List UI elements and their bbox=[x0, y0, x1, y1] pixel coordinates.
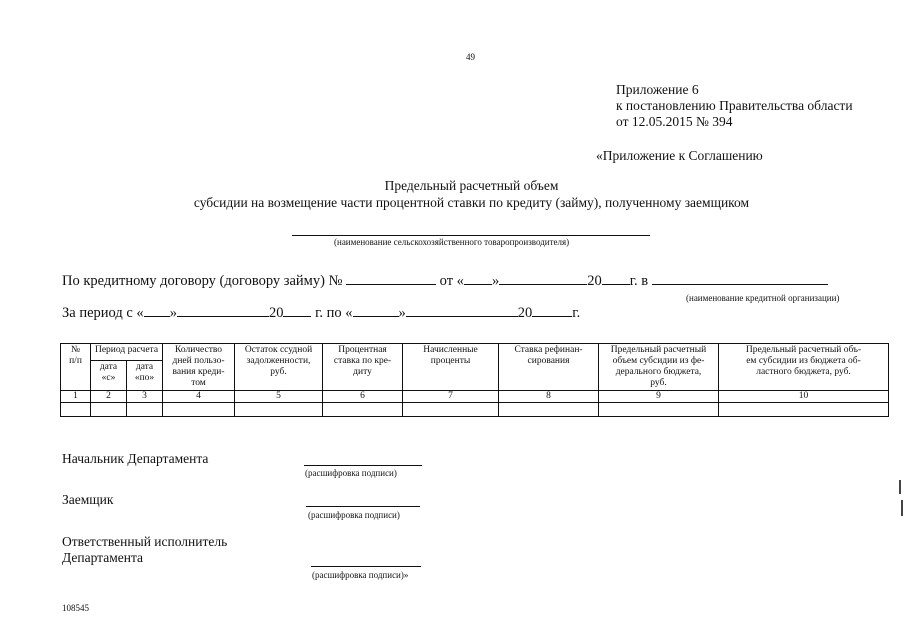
bank-name-field bbox=[652, 272, 828, 285]
period-start-month-field bbox=[177, 304, 269, 317]
contract-year-field bbox=[602, 272, 630, 285]
period-to: г. по « bbox=[315, 305, 353, 321]
contract-quote-close: » bbox=[491, 273, 500, 289]
column-number: 6 bbox=[323, 391, 403, 403]
producer-name-line bbox=[292, 235, 650, 236]
header-balance: Остаток ссудной задолженности, руб. bbox=[235, 344, 323, 391]
period-year-prefix-2: 20 bbox=[517, 305, 533, 321]
table-cell bbox=[599, 403, 719, 417]
header-accrued: Начисленные проценты bbox=[403, 344, 499, 391]
header-date-to: дата «по» bbox=[127, 360, 163, 390]
contract-month-field bbox=[499, 272, 587, 285]
column-number: 4 bbox=[163, 391, 235, 403]
column-number: 8 bbox=[499, 391, 599, 403]
subsidy-table bbox=[60, 343, 889, 417]
executor-signature-line bbox=[311, 566, 421, 567]
period-suffix: г. bbox=[572, 305, 581, 321]
page-number: 49 bbox=[466, 52, 475, 62]
appendix-date: от 12.05.2015 № 394 bbox=[616, 114, 733, 129]
period-year-prefix: 20 bbox=[268, 305, 284, 321]
contract-year-prefix: 20 bbox=[587, 273, 602, 289]
executor-caption: (расшифровка подписи)» bbox=[312, 570, 409, 580]
borrower-caption: (расшифровка подписи) bbox=[308, 510, 400, 520]
bank-caption: (наименование кредитной организации) bbox=[686, 293, 840, 303]
period-prefix: За период с « bbox=[62, 305, 144, 321]
contract-year-suffix: г. в bbox=[629, 273, 649, 289]
contract-from: от « bbox=[439, 273, 464, 289]
header-regional: Предельный расчетный объ- ем субсидии из бюджета об- ластного бюджета, руб. bbox=[719, 344, 889, 391]
header-period: Период расчета bbox=[91, 344, 163, 361]
table-cell bbox=[323, 403, 403, 417]
period-start-day-field bbox=[144, 304, 170, 317]
header-rate: Процентная ставка по кре- диту bbox=[323, 344, 403, 391]
period-start-year-field bbox=[283, 304, 311, 317]
header-days: Количество дней пользо- вания креди- том bbox=[163, 344, 235, 391]
scan-mark bbox=[901, 500, 903, 516]
borrower-label: Заемщик bbox=[62, 492, 114, 507]
table-cell bbox=[163, 403, 235, 417]
column-number: 1 bbox=[61, 391, 91, 403]
period-end-day-field bbox=[353, 304, 399, 317]
period-quote-close-2: » bbox=[398, 305, 406, 321]
head-label: Начальник Департамента bbox=[62, 451, 209, 466]
head-signature-line bbox=[304, 465, 422, 466]
header-federal: Предельный расчетный объем субсидии из фе- дерального бюджета, руб. bbox=[599, 344, 719, 391]
document-code: 108545 bbox=[62, 603, 89, 613]
column-number: 3 bbox=[127, 391, 163, 403]
column-number: 7 bbox=[403, 391, 499, 403]
table-cell bbox=[91, 403, 127, 417]
appendix-title: Приложение 6 bbox=[616, 82, 699, 97]
document-title: Предельный расчетный объем bbox=[384, 178, 559, 193]
column-number: 2 bbox=[91, 391, 127, 403]
table-cell bbox=[499, 403, 599, 417]
head-caption: (расшифровка подписи) bbox=[305, 468, 397, 478]
contract-day-field bbox=[464, 272, 492, 285]
table-cell bbox=[719, 403, 889, 417]
table-cell bbox=[235, 403, 323, 417]
contract-line bbox=[62, 272, 828, 290]
period-quote-close: » bbox=[169, 305, 177, 321]
executor-label-line2: Департамента bbox=[62, 550, 144, 565]
agreement-reference: «Приложение к Соглашению bbox=[596, 148, 763, 163]
table-cell bbox=[403, 403, 499, 417]
table-cell bbox=[61, 403, 91, 417]
column-number: 5 bbox=[235, 391, 323, 403]
period-end-year-field bbox=[532, 304, 572, 317]
column-number: 10 bbox=[719, 391, 889, 403]
scan-mark bbox=[899, 480, 901, 494]
producer-caption: (наименование сельскохозяйственного товаропроизводителя) bbox=[334, 237, 570, 247]
contract-prefix: По кредитному договору (договору займу) № bbox=[62, 273, 343, 289]
table-cell bbox=[127, 403, 163, 417]
executor-label-line1: Ответственный исполнитель bbox=[62, 534, 228, 549]
header-num: № п/п bbox=[61, 344, 91, 391]
period-end-month-field bbox=[406, 304, 518, 317]
document-subtitle: субсидии на возмещение части процентной ставки по кредиту (займу), полученному заемщиком bbox=[193, 195, 750, 210]
column-number: 9 bbox=[599, 391, 719, 403]
appendix-resolution: к постановлению Правительства области bbox=[616, 98, 853, 113]
borrower-signature-line bbox=[306, 506, 420, 507]
header-refinance: Ставка рефинан- сирования bbox=[499, 344, 599, 391]
period-line bbox=[62, 304, 580, 322]
header-date-from: дата «с» bbox=[91, 360, 127, 390]
contract-number-field bbox=[346, 272, 436, 285]
